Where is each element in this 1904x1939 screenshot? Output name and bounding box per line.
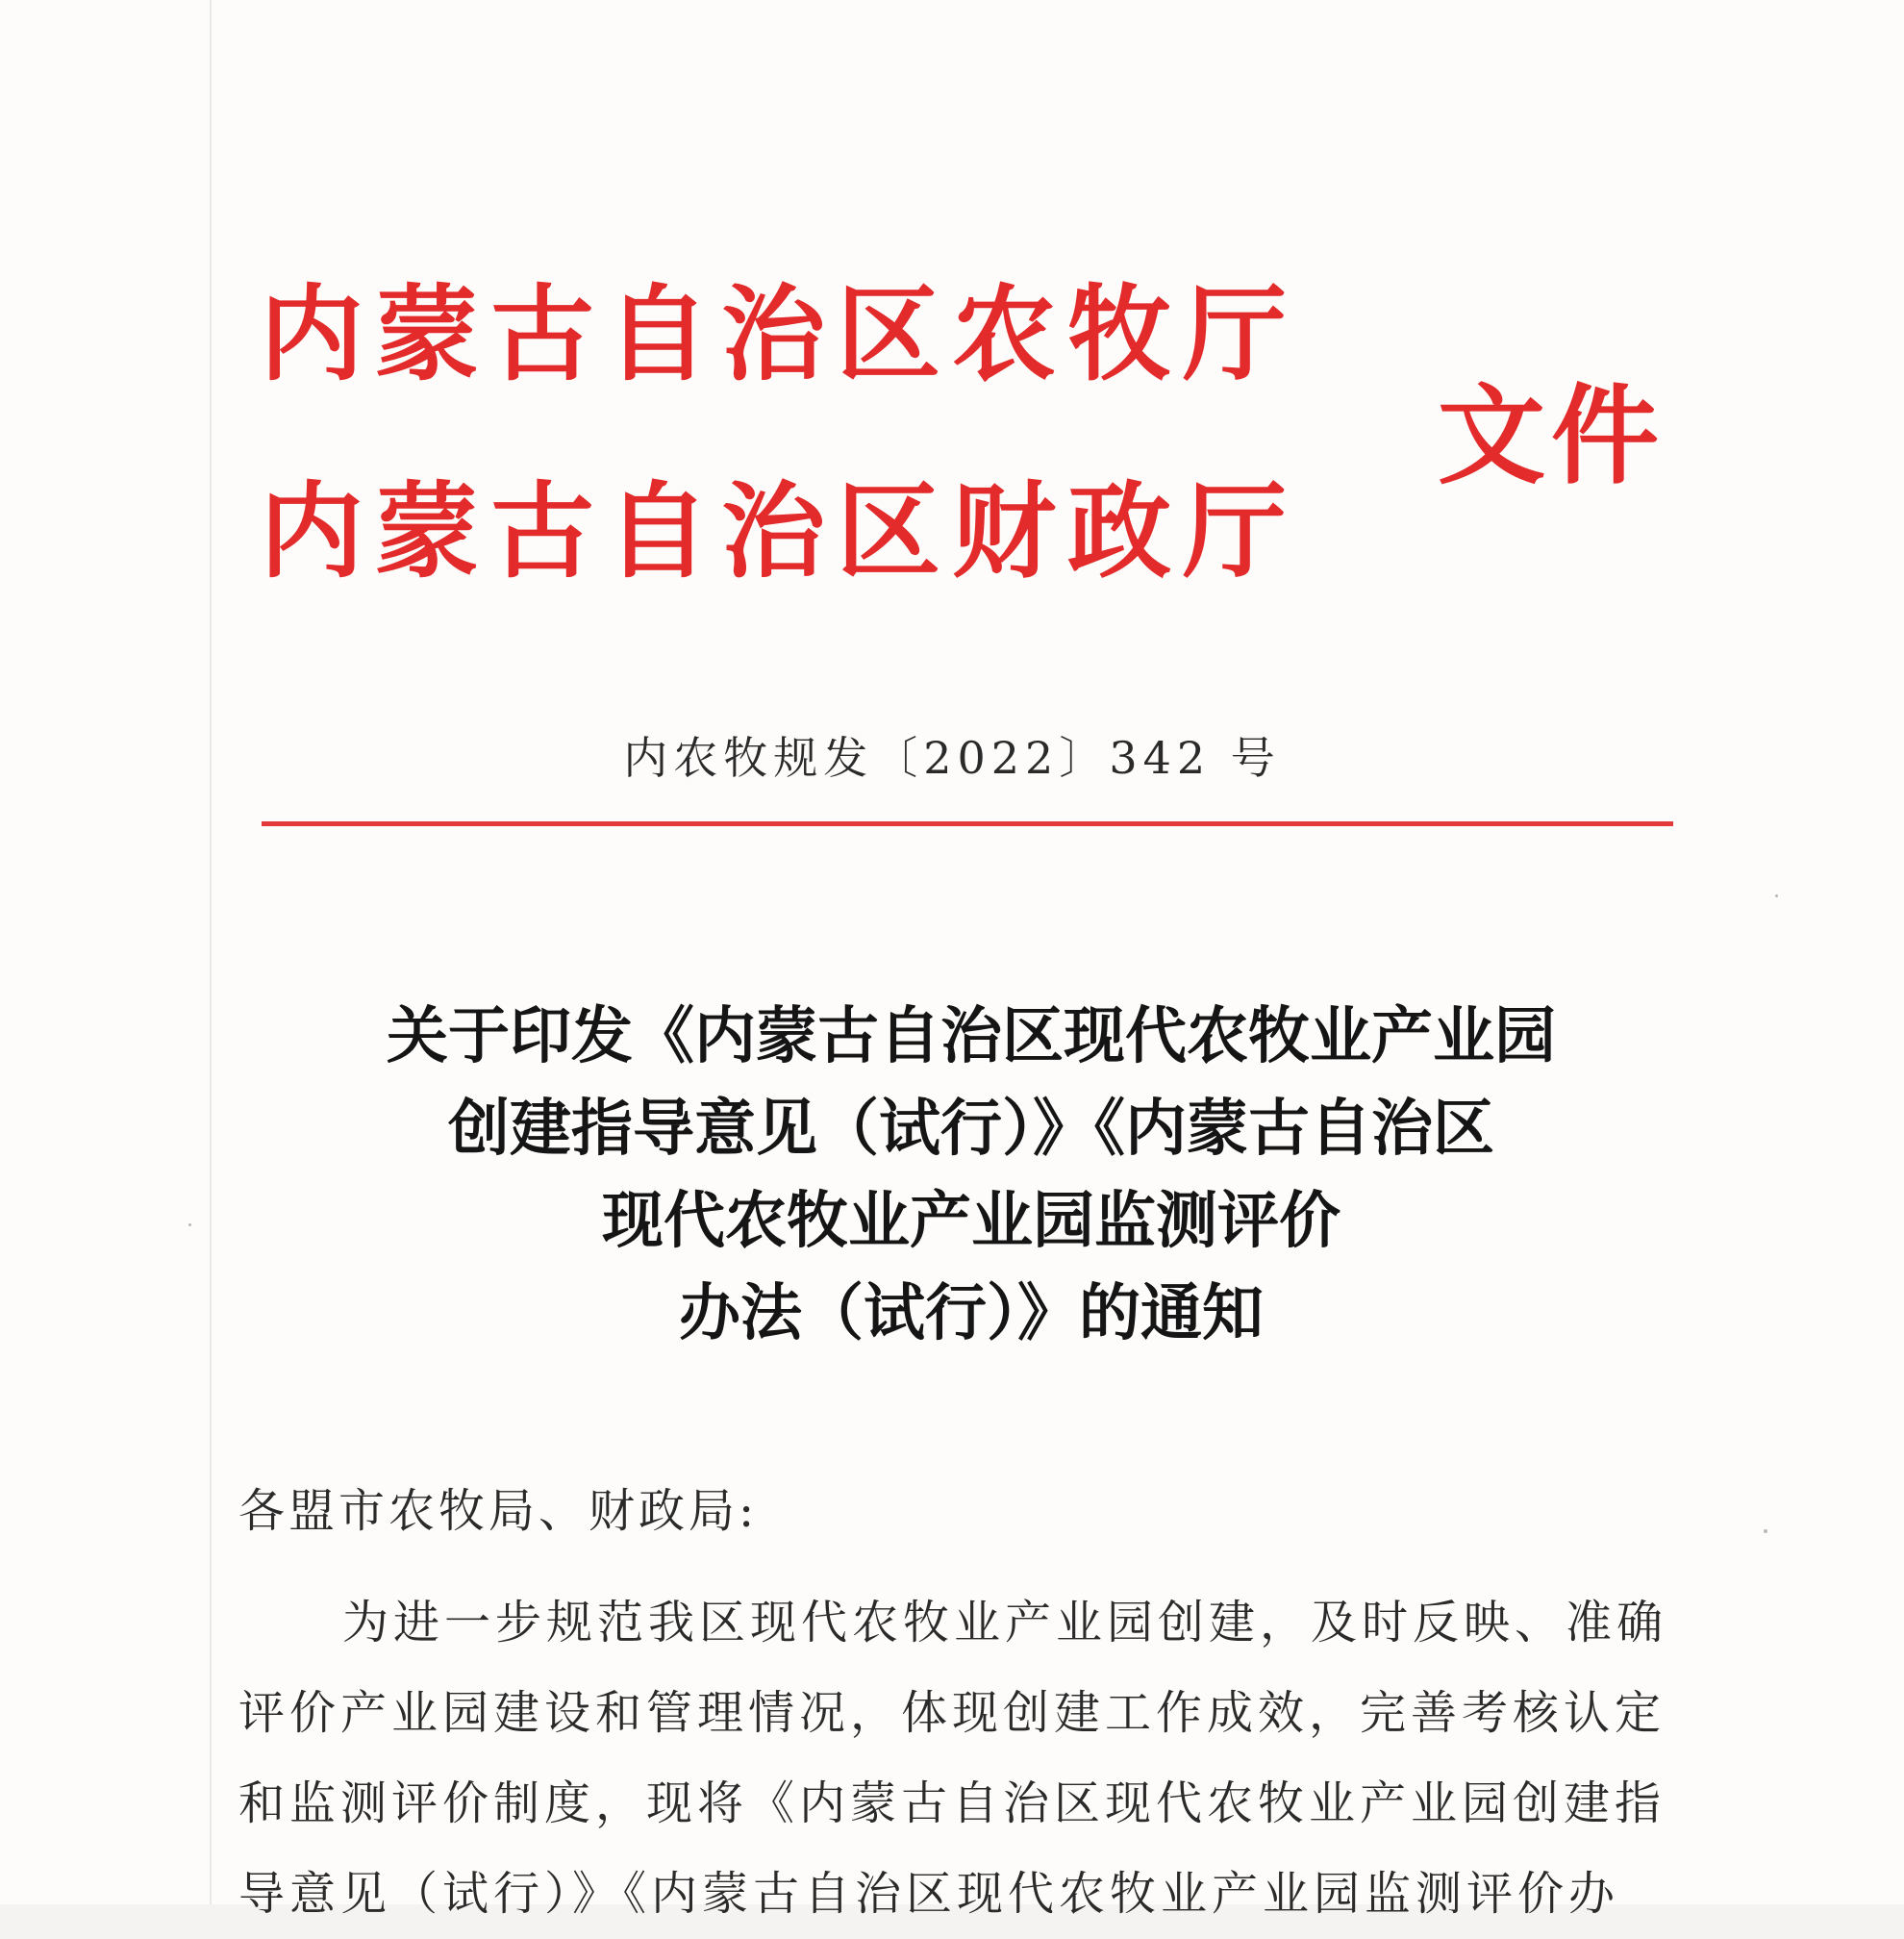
title-line: 现代农牧业产业园监测评价 — [602, 1186, 1340, 1257]
body-line: 导意见（试行）》《内蒙古自治区现代农牧业产业园监测评价办 — [238, 1867, 1620, 1921]
body-line: 和监测评价制度，现将《内蒙古自治区现代农牧业产业园创建指 — [238, 1776, 1666, 1830]
scan-edge — [210, 0, 212, 1904]
document-number: 内农牧规发〔2022〕342 号 — [623, 732, 1281, 784]
document-label: 文件 — [1438, 374, 1665, 499]
document-header — [260, 274, 1721, 620]
body-line: 评价产业园建设和管理情况，体现创建工作成效，完善考核认定 — [238, 1686, 1666, 1740]
red-divider — [262, 821, 1673, 826]
title-line: 办法（试行）》的通知 — [679, 1278, 1264, 1349]
salutation: 各盟市农牧局、财政局: — [238, 1484, 759, 1538]
body-line: 为进一步规范我区现代农牧业产业园创建，及时反映、准确 — [342, 1596, 1668, 1649]
scan-speck — [1764, 1529, 1767, 1533]
title-line: 创建指导意见（试行）》《内蒙古自治区 — [448, 1094, 1494, 1165]
notice-title — [250, 991, 1692, 1360]
body-paragraph — [238, 1577, 1668, 1939]
scan-speck — [1775, 894, 1778, 897]
scan-speck — [188, 1223, 191, 1226]
issuer-agriculture: 内蒙古自治区农牧厅 — [260, 275, 1299, 395]
title-line: 关于印发《内蒙古自治区现代农牧业产业园 — [387, 1001, 1556, 1072]
issuer-finance: 内蒙古自治区财政厅 — [260, 472, 1299, 592]
